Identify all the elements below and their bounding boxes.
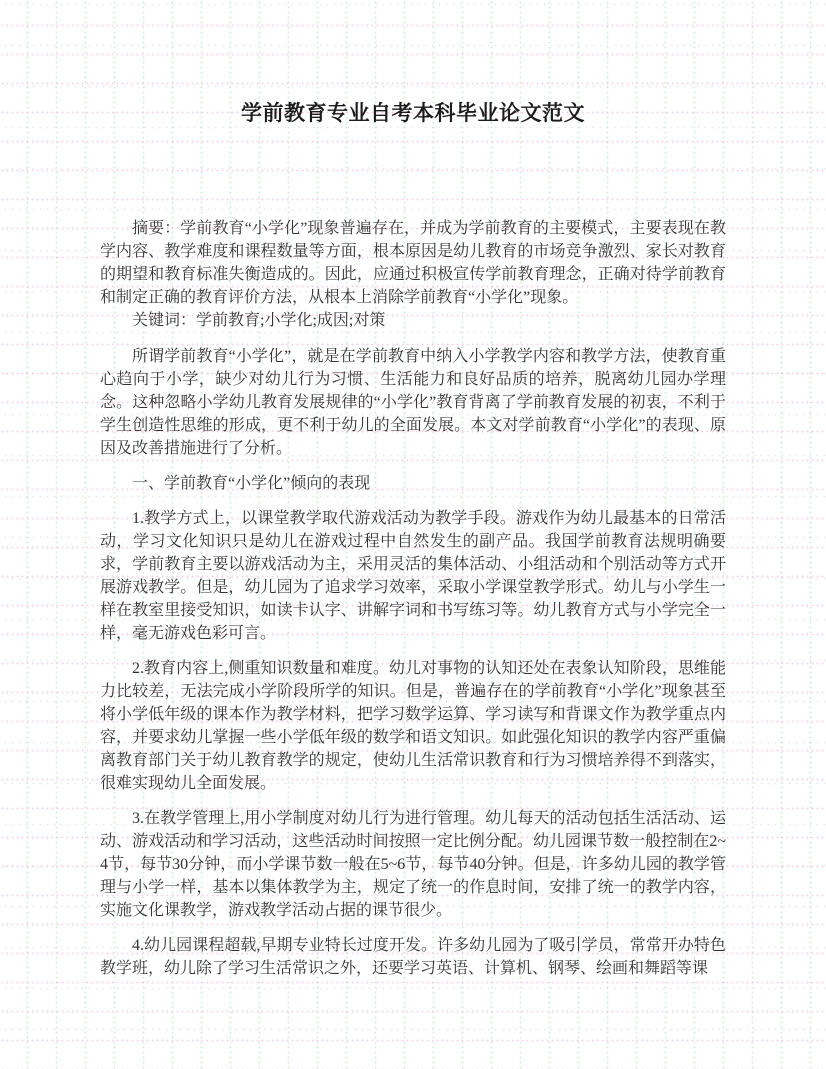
- intro-paragraph: 所谓学前教育“小学化”，就是在学前教育中纳入小学教学内容和教学方法，使教育重心趋向于小学，缺少对幼儿行为习惯、生活能力和良好品质的培养，脱离幼儿园办学理念。这种忽略小学幼儿教育发展规律的“小学化”教育背离了学前教育发展的初衷，不利于学生创造性思维的形成，更不利于幼儿的全面发展。本文对学前教育“小学化”的表现、原因及改善措施进行了分析。: [100, 348, 726, 457]
- body-paragraph-3: 3.在教学管理上,用小学制度对幼儿行为进行管理。幼儿每天的活动包括生活活动、运动、游戏活动和学习活动，这些活动时间按照一定比例分配。幼儿园课节数一般控制在2~4节，每节30分钟，而小学课节数一般在5~6节，每节40分钟。但是，许多幼儿园的教学管理与小学一样，基本以集体教学为主，规定了统一的作息时间，安排了统一的教学内容，实施文化课教学，游戏教学活动占据的课节很少。: [100, 810, 726, 919]
- section1-heading: 一、学前教育“小学化”倾向的表现: [132, 475, 371, 492]
- body-paragraph-1: 1.教学方式上，以课堂教学取代游戏活动为教学手段。游戏作为幼儿最基本的日常活动，学习文化知识只是幼儿在游戏过程中自然发生的副产品。我国学前教育法规明确要求，学前教育主要以游戏活动为主，采用灵活的集体活动、小组活动和个别活动等方式开展游戏教学。但是，幼儿园为了追求学习效率，采取小学课堂教学形式。幼儿与小学生一样在教室里接受知识，如读卡认字、讲解字词和书写练习等。幼儿教育方式与小学完全一样，毫无游戏色彩可言。: [100, 510, 726, 642]
- body-paragraph-4: 4.幼儿园课程超载,早期专业特长过度开发。许多幼儿园为了吸引学员，常常开办特色教学班，幼儿除了学习生活常识之外，还要学习英语、计算机、钢琴、绘画和舞蹈等课: [100, 937, 726, 977]
- document-title: 学前教育专业自考本科毕业论文范文: [241, 101, 585, 125]
- keywords-line: 关键词：学前教育;小学化;成因;对策: [132, 312, 386, 329]
- abstract-paragraph: 摘要：学前教育“小学化”现象普遍存在，并成为学前教育的主要模式，主要表现在教学内容、教学难度和课程数量等方面，根本原因是幼儿教育的市场竞争激烈、家长对教育的期望和教育标准失衡造成的。因此，应通过积极宣传学前教育理念，正确对待学前教育和制定正确的教育评价方法，从根本上消除学前教育“小学化”现象。: [100, 220, 726, 306]
- body-paragraph-2: 2.教育内容上,侧重知识数量和难度。幼儿对事物的认知还处在表象认知阶段，思维能力比较差，无法完成小学阶段所学的知识。但是，普遍存在的学前教育“小学化”现象甚至将小学低年级的课本作为教学材料，把学习数学运算、学习读写和背课文作为教学重点内容，并要求幼儿掌握一些小学低年级的数学和语文知识。如此强化知识的教学内容严重偏离教育部门关于幼儿教育教学的规定，使幼儿生活常识教育和行为习惯培养得不到落实，很难实现幼儿全面发展。: [100, 660, 726, 792]
- document-content: [100, 0, 726, 980]
